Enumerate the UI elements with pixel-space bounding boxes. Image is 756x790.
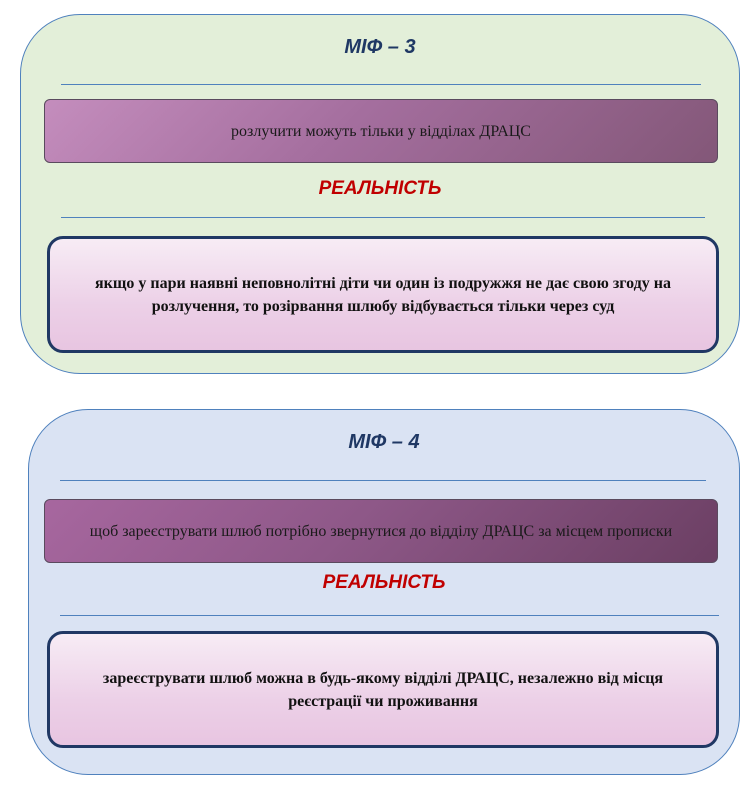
reality-title: РЕАЛЬНІСТЬ xyxy=(318,178,442,199)
myth-title: МІФ – 3 xyxy=(344,36,416,58)
myth-panel-4 xyxy=(28,409,740,775)
divider xyxy=(61,84,701,85)
divider xyxy=(60,480,706,481)
myth-statement: розлучити можуть тільки у відділах ДРАЦС xyxy=(44,99,718,163)
divider xyxy=(61,217,705,218)
reality-title: РЕАЛЬНІСТЬ xyxy=(322,572,446,593)
myth-panel-3 xyxy=(20,14,740,374)
reality-statement: зареєструвати шлюб можна в будь-якому відділі ДРАЦС, незалежно від місця реєстрації чи проживання xyxy=(47,631,719,748)
divider xyxy=(60,615,719,616)
myth-title: МІФ – 4 xyxy=(348,431,420,453)
myth-statement: щоб зареєструвати шлюб потрібно звернутися до відділу ДРАЦС за місцем прописки xyxy=(44,499,718,563)
reality-statement: якщо у пари наявні неповнолітні діти чи один із подружжя не дає свою згоду на розлучення, то розірвання шлюбу відбувається тільки через суд xyxy=(47,236,719,353)
